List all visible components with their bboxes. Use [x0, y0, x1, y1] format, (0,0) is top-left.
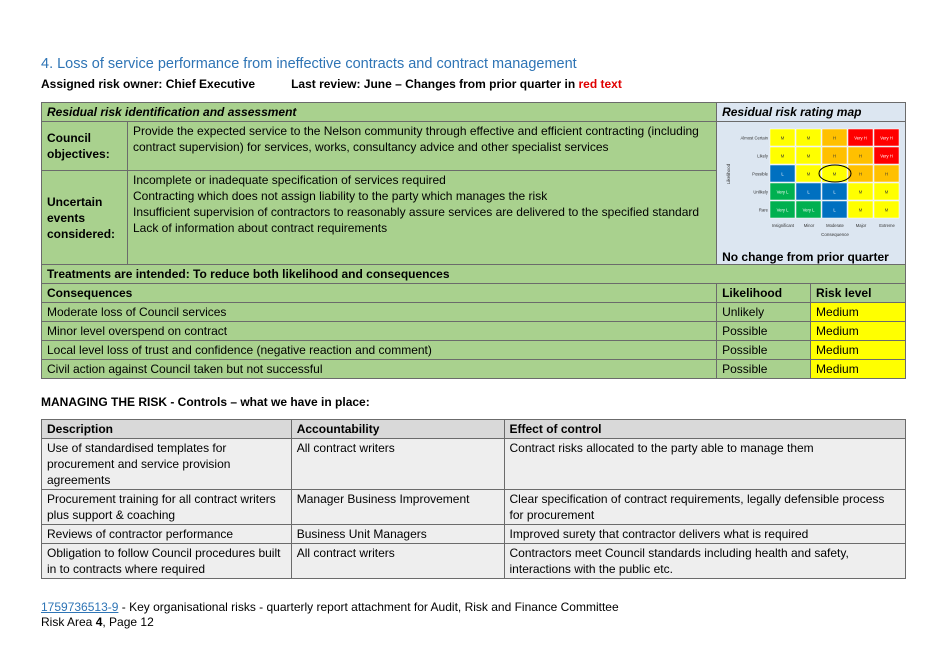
col-consequences: Consequences: [42, 284, 717, 303]
consequence-cell: Civil action against Council taken but not successful: [42, 360, 717, 379]
map-cell-label: M: [806, 171, 811, 177]
consequence-cell: Minor level overspend on contract: [42, 322, 717, 341]
footer-description: - Key organisational risks - quarterly report attachment for Audit, Risk and Finance Committee: [118, 600, 619, 614]
document-link[interactable]: 1759736513-9: [41, 600, 119, 614]
map-cell-label: H: [833, 135, 837, 141]
map-row-label: Almost Certain: [740, 135, 769, 141]
map-cell-label: L: [807, 189, 810, 195]
controls-table: [41, 419, 906, 579]
map-cell-label: H: [885, 171, 889, 177]
red-text-note: red text: [578, 77, 622, 91]
treatments-row: Treatments are intended: To reduce both likelihood and consequences: [42, 265, 906, 284]
map-cell-label: M: [884, 189, 889, 195]
likelihood-cell: Possible: [717, 341, 811, 360]
likelihood-cell: Possible: [717, 360, 811, 379]
control-effect: Contract risks allocated to the party able to manage them: [504, 439, 905, 490]
map-row-label: Rare: [759, 207, 769, 213]
map-cell-label: Very L: [802, 207, 815, 213]
map-cell-label: H: [833, 153, 837, 159]
likelihood-cell: Possible: [717, 322, 811, 341]
col-description: Description: [42, 420, 292, 439]
map-cell-label: M: [806, 153, 811, 159]
risk-level-cell: Medium: [811, 360, 906, 379]
events-label: Uncertain events considered:: [42, 171, 128, 265]
control-effect: Improved surety that contractor delivers what is required: [504, 525, 905, 544]
last-review: Last review: June – Changes from prior quarter in: [291, 77, 579, 91]
consequence-row: [42, 360, 906, 379]
map-row-label: Possible: [752, 171, 769, 177]
control-description: Reviews of contractor performance: [42, 525, 292, 544]
risk-owner: Assigned risk owner: Chief Executive: [41, 77, 256, 91]
event-item: Lack of information about contract requirements: [132, 221, 388, 236]
col-effect: Effect of control: [504, 420, 905, 439]
map-cell-label: Very H: [880, 135, 893, 141]
consequence-cell: Moderate loss of Council services: [42, 303, 717, 322]
map-cell-label: L: [833, 189, 836, 195]
likelihood-axis-label: Likelihood: [726, 163, 732, 185]
map-cell-label: M: [832, 171, 837, 177]
map-cell-label: M: [780, 153, 785, 159]
event-item: Incomplete or inadequate specification of services required: [132, 173, 446, 188]
consequence-row: [42, 322, 906, 341]
map-col-label: Insignificant: [772, 223, 795, 228]
control-description: Use of standardised templates for procurement and service provision agreements: [42, 439, 292, 490]
map-row-label: Unlikely: [753, 189, 769, 195]
map-col-label: Minor: [803, 223, 815, 228]
control-description: Obligation to follow Council procedures built in to contracts where required: [42, 544, 292, 579]
objectives-label: Council objectives:: [42, 122, 128, 171]
control-accountability: All contract writers: [291, 544, 504, 579]
map-cell-label: M: [780, 135, 785, 141]
map-col-label: Major: [855, 223, 867, 228]
controls-title: MANAGING THE RISK - Controls – what we have in place:: [41, 395, 370, 409]
col-accountability: Accountability: [291, 420, 504, 439]
event-item: Insufficient supervision of contractors to reasonably assure services are delivered to the specified standard: [132, 205, 700, 220]
control-effect: Contractors meet Council standards including health and safety, interactions with the public etc.: [504, 544, 905, 579]
map-cell-label: M: [858, 207, 863, 213]
risk-heatmap: [722, 125, 902, 249]
events-list: [127, 171, 716, 265]
map-cell-label: M: [806, 135, 811, 141]
map-cell-label: H: [859, 171, 863, 177]
map-cell-label: Very L: [776, 189, 789, 195]
footer-area-prefix: Risk Area: [41, 615, 96, 629]
risk-assessment-table: [41, 102, 906, 379]
consequence-row: [42, 303, 906, 322]
map-col-label: Moderate: [826, 223, 844, 228]
col-risk-level: Risk level: [811, 284, 906, 303]
control-row: [42, 544, 906, 579]
control-description: Procurement training for all contract writers plus support & coaching: [42, 490, 292, 525]
map-cell-label: M: [884, 207, 889, 213]
map-cell-label: H: [859, 153, 863, 159]
risk-table-header: Residual risk identification and assessment: [42, 103, 717, 122]
risk-rating-map: [717, 122, 906, 265]
map-cell-label: Very H: [854, 135, 867, 141]
control-accountability: Business Unit Managers: [291, 525, 504, 544]
control-accountability: Manager Business Improvement: [291, 490, 504, 525]
risk-map-header: Residual risk rating map: [717, 103, 906, 122]
control-row: [42, 490, 906, 525]
consequence-row: [42, 341, 906, 360]
objectives-text: Provide the expected service to the Nelson community through effective and efficient contracting (including contract supervision) for services, works, consultancy advice and other specialist services: [127, 122, 716, 171]
event-item: Contracting which does not assign liability to the party which manages the risk: [132, 189, 548, 204]
control-accountability: All contract writers: [291, 439, 504, 490]
map-cell-label: M: [858, 189, 863, 195]
footer-page: , Page 12: [102, 615, 154, 629]
consequence-cell: Local level loss of trust and confidence (negative reaction and comment): [42, 341, 717, 360]
map-cell-label: Very L: [776, 207, 789, 213]
control-effect: Clear specification of contract requirements, legally defensible process for procurement: [504, 490, 905, 525]
consequence-axis-label: Consequence: [821, 232, 849, 237]
map-note: No change from prior quarter: [722, 250, 889, 264]
map-row-label: Likely: [757, 153, 769, 159]
section-heading: 4. Loss of service performance from ineffective contracts and contract management: [41, 56, 577, 72]
risk-level-cell: Medium: [811, 322, 906, 341]
col-likelihood: Likelihood: [717, 284, 811, 303]
footer-area-number: 4: [95, 615, 103, 629]
risk-level-cell: Medium: [811, 341, 906, 360]
map-cell-label: Very H: [880, 153, 893, 159]
map-col-label: Extreme: [879, 223, 895, 228]
map-cell-label: L: [781, 171, 784, 177]
risk-level-cell: Medium: [811, 303, 906, 322]
control-row: [42, 439, 906, 490]
control-row: [42, 525, 906, 544]
page-footer: [41, 600, 619, 630]
map-cell-label: L: [833, 207, 836, 213]
owner-line: [41, 77, 622, 91]
likelihood-cell: Unlikely: [717, 303, 811, 322]
